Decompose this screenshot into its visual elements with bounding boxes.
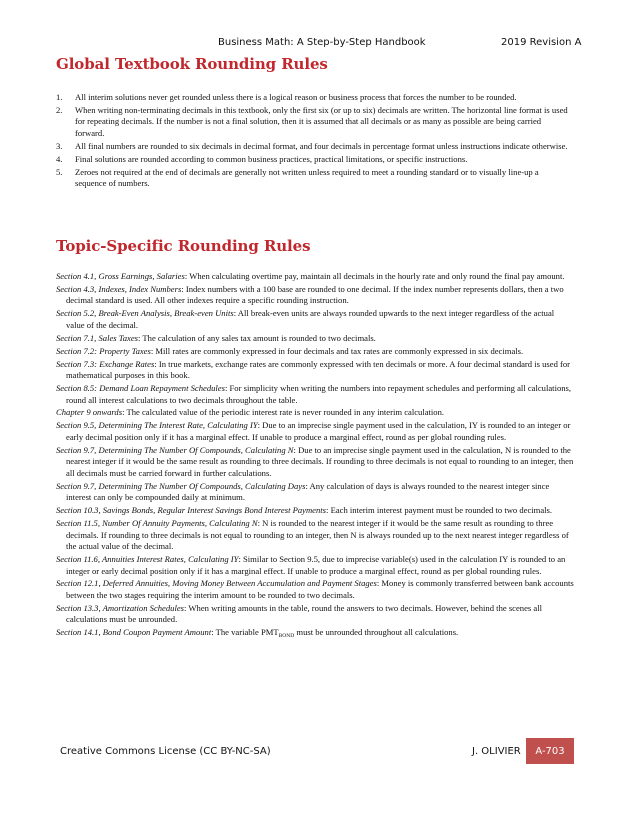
rule-text-after: must be unrounded throughout all calculations.	[294, 627, 459, 638]
topic-rule-item: Section 9.7, Determining The Number Of Compounds, Calculating Days: Any calculation of days is always rounded to the nearest integer since interest can only be compounded daily at minimum.	[56, 480, 550, 503]
rule-section: Section 9.5, Determining The Interest Rate, Calculating IY	[56, 420, 258, 431]
topic-rule-item: Section 11.6, Annuities Interest Rates, Calculating IY: Similar to Section 9.5, due to imprecise variable(s) used in the calculation IY is rounded to an integer or early decimal position only if it has a marginal effect. If unable to produce a marginal effect, round as per global rounding rules.	[56, 554, 566, 576]
rule-text: Zeroes not required at the end of decimals are generally not written unless required to meet a rounding standard or to visually line-up a sequence of numbers.	[75, 166, 539, 189]
rule-text: Each interim interest payment must be rounded to two decimals.	[330, 505, 553, 516]
topic-rule-item: Section 11.5, Number Of Annuity Payments, Calculating N: N is rounded to the nearest integer if it would be the same result as rounding to three decimals. If rounding to three decimals is not equal to rounding to an integer, then N is always rounded up to the next nearest integer regardless of the actual value of the decimal.	[56, 518, 569, 552]
rule-section: Chapter 9 onwards	[56, 407, 123, 418]
rule-text: When writing amounts in the table, round the answers to two decimals. However, behind the scenes all calculations must be unrounded.	[66, 602, 542, 625]
rule-text: All interim solutions never get rounded unless there is a logical reason or business process that forces the number to be rounded.	[75, 92, 517, 102]
footer-license: Creative Commons License (CC BY-NC-SA)	[60, 746, 271, 757]
global-rules-list	[56, 92, 571, 191]
rule-subscript: BOND	[278, 633, 295, 640]
rule-section: Section 4.3, Indexes, Index Numbers	[56, 283, 182, 294]
rule-section: Section 5.2, Break-Even Analysis, Break-even Units	[56, 308, 234, 319]
topic-rule-item: Section 12.1, Deferred Annuities, Moving Money Between Accumulation and Payment Stages: Money is commonly transferred between bank accounts between the two stages requiring the interim amount to be rounded to two decimals.	[56, 578, 574, 601]
page-number-badge: A-703	[526, 738, 574, 764]
rule-text: Final solutions are rounded according to common business practices, practical limitations, or specific instructions.	[75, 153, 468, 164]
rule-text: Due to an imprecise single payment used in the calculation, N is rounded to the nearest integer if it would be the same result as rounding to three decimals. If rounding to three decimals is not equal to rounding to an integer, then all decimals must be carried forward in further calculations.	[66, 444, 574, 478]
rule-section: Section 11.6, Annuities Interest Rates, Calculating IY	[56, 554, 239, 565]
rule-number: 3.	[56, 140, 63, 151]
rule-text: When calculating overtime pay, maintain all decimals in the hourly rate and only round the final pay amount.	[189, 271, 565, 281]
topic-rule-item: Chapter 9 onwards: The calculated value of the periodic interest rate is never rounded in any interim calculation.	[56, 407, 445, 418]
rule-section: Section 10.3, Savings Bonds, Regular Interest Savings Bond Interest Payments	[56, 505, 327, 516]
topic-rule-item: Section 9.7, Determining The Number Of Compounds, Calculating N: Due to an imprecise single payment used in the calculation, N is rounded to the nearest integer if it would be the same result as rounding to three decimals. If rounding to three decimals is not equal to rounding to an integer, then all decimals must be carried forward in further calculations.	[56, 444, 574, 478]
topic-rule-item: Section 7.1, Sales Taxes: The calculation of any sales tax amount is rounded to two decimals.	[56, 332, 376, 343]
rule-section: Section 13.3, Amortization Schedules	[56, 602, 185, 613]
rule-section: Section 11.5, Number Of Annuity Payments, Calculating N	[56, 518, 258, 529]
header-book-title: Business Math: A Step-by-Step Handbook	[218, 37, 426, 48]
topic-rule-item: Section 9.5, Determining The Interest Rate, Calculating IY: Due to an imprecise single payment used in the calculation, IY is rounded to an integer or early decimal position only if it has a marginal effect. If unable to produce a marginal effect, round as per global rounding rules.	[56, 420, 571, 442]
rule-text: Due to an imprecise single payment used in the calculation, IY is rounded to an integer or early decimal position only if it has a marginal effect. If unable to produce a marginal effect, round as per global rounding rules.	[66, 420, 571, 442]
rule-text: For simplicity when writing the numbers into repayment schedules and performing all calculations, round all interest calculations to two decimals throughout the table.	[66, 382, 572, 405]
rule-text: When writing non-terminating decimals in this textbook, only the first six (or up to six) decimals are written. The horizontal line format is used for repeating decimals. If the number is not a final solution, then it is assumed that all decimals or as many as possible are being carried forward.	[75, 104, 568, 139]
rule-section: Section 9.7, Determining The Number Of Compounds, Calculating Days	[56, 480, 306, 491]
rule-number: 1.	[56, 92, 63, 102]
rule-text-before: The variable PMT	[215, 627, 279, 638]
rule-section: Section 4.1, Gross Earnings, Salaries	[56, 271, 185, 281]
global-rule-item	[56, 167, 571, 190]
topic-rule-item: Section 14.1, Bond Coupon Payment Amount: The variable $PMT_{BOND}$ must be unrounded throughout all calculations.	[56, 627, 459, 640]
rule-text: The calculated value of the periodic interest rate is never rounded in any interim calculation.	[126, 407, 445, 418]
topic-rule-item: Section 7.3: Exchange Rates: In true markets, exchange rates are commonly expressed with ten decimals or more. A four decimal standard is used for mathematical purposes in this book.	[56, 358, 571, 381]
rule-number: 2.	[56, 104, 63, 115]
topic-rule-item: Section 4.3, Indexes, Index Numbers: Index numbers with a 100 base are rounded to one decimal. If the index number represents dollars, then a two decimal standard is used. All other indexes require a specific rounding instruction.	[56, 283, 564, 306]
rule-text: Similar to Section 9.5, due to imprecise variable(s) used in the calculation IY is rounded to an integer or early decimal position only if it has a marginal effect. If unable to produce a marginal effect, round as per global rounding rules.	[66, 554, 566, 576]
rule-text: All final numbers are rounded to six decimals in decimal format, and four decimals in percentage format unless instructions indicate otherwise.	[75, 140, 568, 151]
rule-section: Section 7.2: Property Taxes	[56, 345, 151, 356]
rule-text: In true markets, exchange rates are commonly expressed with ten decimals or more. A four decimal standard is used for mathematical purposes in this book.	[66, 358, 571, 381]
rule-text: Mill rates are commonly expressed in four decimals and tax rates are commonly expressed in six decimals.	[155, 345, 524, 356]
rule-text: All break-even units are always rounded upwards to the next integer regardless of the actual value of the decimal.	[66, 308, 555, 330]
topic-rule-item: Section 8.5: Demand Loan Repayment Schedules: For simplicity when writing the numbers into repayment schedules and performing all calculations, round all interest calculations to two decimals throughout the table.	[56, 382, 572, 405]
rule-number: 4.	[56, 153, 63, 164]
rule-text: Money is commonly transferred between bank accounts between the two stages requiring the interim amount to be rounded to two decimals.	[66, 578, 574, 601]
rule-section: Section 7.1, Sales Taxes	[56, 332, 139, 343]
topic-rule-item: Section 13.3, Amortization Schedules: When writing amounts in the table, round the answers to two decimals. However, behind the scenes all calculations must be unrounded.	[56, 602, 542, 625]
topic-rule-item: Section 4.1, Gross Earnings, Salaries: When calculating overtime pay, maintain all decimals in the hourly rate and only round the final pay amount.	[56, 271, 565, 281]
rule-text: Index numbers with a 100 base are rounded to one decimal. If the index number represents dollars, then a two decimal standard is used. All other indexes require a specific rounding instruction.	[66, 283, 564, 306]
footer-author: J. OLIVIER	[472, 746, 521, 757]
global-rule-item	[56, 105, 571, 140]
rule-section: Section 9.7, Determining The Number Of Compounds, Calculating N	[56, 444, 294, 455]
topic-rules-list	[56, 271, 574, 640]
topic-rule-item: Section 10.3, Savings Bonds, Regular Interest Savings Bond Interest Payments: Each interim interest payment must be rounded to two decimals.	[56, 505, 553, 516]
global-rules-heading: Global Textbook Rounding Rules	[56, 55, 328, 73]
global-rule-item	[56, 141, 571, 153]
rule-section: Section 14.1, Bond Coupon Payment Amount	[56, 627, 212, 638]
topic-rule-item: Section 5.2, Break-Even Analysis, Break-even Units: All break-even units are always rounded upwards to the next integer regardless of the actual value of the decimal.	[56, 308, 555, 330]
topic-rules-heading: Topic-Specific Rounding Rules	[56, 237, 311, 255]
rule-section: Section 8.5: Demand Loan Repayment Schedules	[56, 382, 225, 393]
rule-text: N is rounded to the nearest integer if it would be the same result as rounding to three decimals. If rounding to three decimals is not equal to rounding to an integer, then N is always rounded up to the next nearest integer regardless of the actual value of the decimal.	[66, 518, 569, 552]
header-revision: 2019 Revision A	[501, 37, 582, 48]
global-rule-item	[56, 154, 571, 166]
rule-section: Section 7.3: Exchange Rates	[56, 358, 155, 369]
topic-rule-item: Section 7.2: Property Taxes: Mill rates are commonly expressed in four decimals and tax rates are commonly expressed in six decimals.	[56, 345, 524, 356]
rule-text: Any calculation of days is always rounded to the nearest integer since interest can only be compounded daily at minimum.	[66, 480, 550, 503]
global-rule-item	[56, 92, 571, 104]
rule-section: Section 12.1, Deferred Annuities, Moving Money Between Accumulation and Payment Stages	[56, 578, 377, 589]
rule-text: The calculation of any sales tax amount is rounded to two decimals.	[142, 332, 376, 343]
rule-number: 5.	[56, 166, 63, 177]
